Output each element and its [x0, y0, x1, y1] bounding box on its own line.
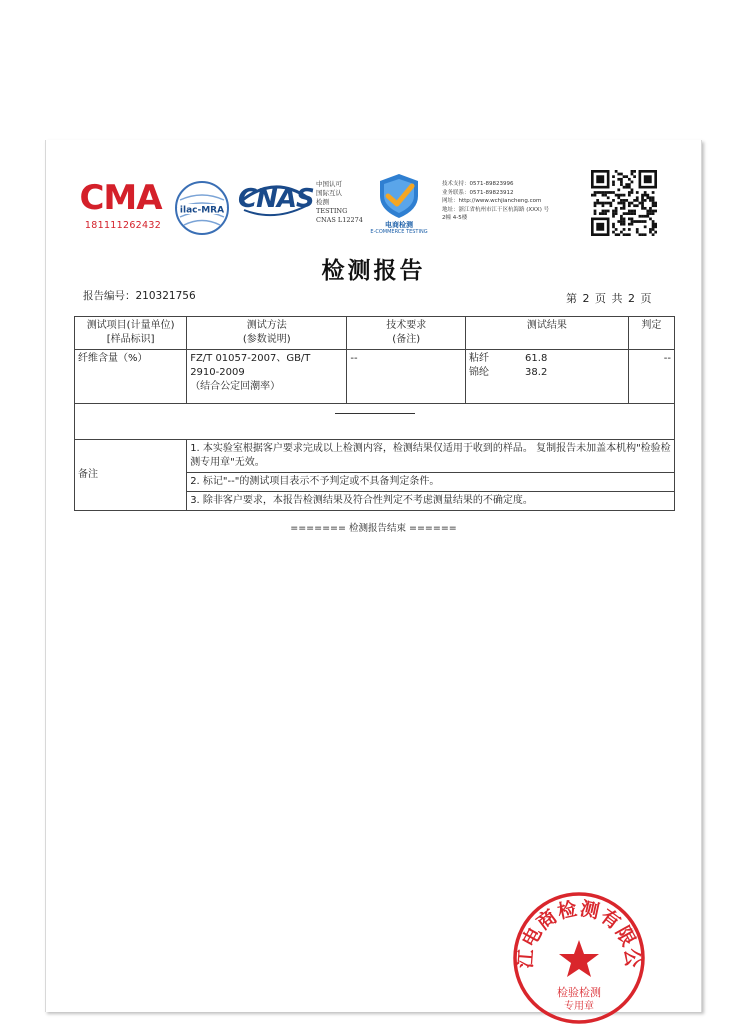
seal-ring-text: 江电商检测有限公: [514, 897, 644, 970]
cma-logo-text: CMA: [79, 178, 162, 218]
ecommerce-logo-title: 电商检测: [385, 221, 413, 229]
short-rule: [335, 413, 415, 414]
seal-center-line1: 检验检测: [557, 986, 601, 999]
cma-logo: [78, 178, 163, 236]
star-icon: [559, 940, 599, 977]
cell-test-item: 纤维含量（%）: [75, 350, 187, 404]
report-page: [45, 140, 702, 1012]
table-row: [75, 350, 675, 404]
ilac-mra-logo: [174, 180, 230, 236]
table-header-row: [75, 317, 675, 350]
result-line: 粘纤 61.8: [469, 353, 548, 364]
test-result-table: [74, 316, 675, 511]
ecommerce-logo-subtitle: E-COMMERCE TESTING: [370, 229, 428, 235]
shield-check-icon: [364, 170, 434, 220]
cnas-logo-text: CNAS: [238, 184, 314, 214]
qr-code: [591, 170, 657, 236]
header-judgement: 判定: [628, 317, 674, 350]
separator-cell: [75, 404, 675, 440]
report-number: 报告编号：210321756: [83, 290, 196, 302]
page-indicator: 第 2 页 共 2 页: [566, 292, 653, 305]
report-end-marker: ======= 检测报告结束 ======: [290, 523, 457, 534]
remark-3: 3. 除非客户要求，本报告检测结果及符合性判定不考虑测量结果的不确定度。: [190, 495, 533, 506]
cell-requirement: --: [347, 350, 466, 404]
report-title: 检测报告: [321, 257, 426, 284]
ecommerce-testing-logo: [364, 170, 434, 240]
header-test-method: 测试方法 (参数说明): [187, 317, 347, 350]
remarks-content: [187, 440, 675, 511]
cnas-cert-text: 中国认可 国际互认 检测 TESTING CNAS L12274: [316, 180, 363, 224]
cell-test-method: FZ/T 01057-2007、GB/T 2910-2009 （结合公定回潮率）: [187, 350, 347, 404]
header-test-result: 测试结果: [466, 317, 629, 350]
remark-2: 2. 标记"--"的测试项目表示不予判定或不具备判定条件。: [187, 473, 674, 492]
header-test-item: 测试项目(计量单位) [样品标识]: [75, 317, 187, 350]
seal-center-line2: 专用章: [564, 1001, 594, 1012]
result-line: 锦纶 38.2: [469, 367, 548, 378]
cell-judgement: --: [628, 350, 674, 404]
ilac-logo-text: ilac-MRA: [179, 205, 225, 216]
remarks-label: 备注: [75, 440, 187, 511]
remark-1: 1. 本实验室根据客户要求完成以上检测内容，检测结果仅适用于收到的样品。 复制报告未加盖本机构"检验检测专用章"无效。: [187, 440, 674, 473]
cell-test-result: [466, 350, 629, 404]
remarks-row: [75, 440, 675, 511]
header-requirement: 技术要求 (备注): [347, 317, 466, 350]
contact-info: 技术支持：0571-89823996 业务联系：0571-89823912 网址：http://www.wchjiancheng.com 地址：浙江省杭州市江干区杭海路 (XXX) 号 2幢 4-5楼: [442, 181, 550, 221]
cnas-logo: [236, 180, 312, 220]
official-seal: [511, 890, 647, 1026]
separator-row: [75, 404, 675, 440]
cma-code: 181111262432: [84, 220, 162, 231]
